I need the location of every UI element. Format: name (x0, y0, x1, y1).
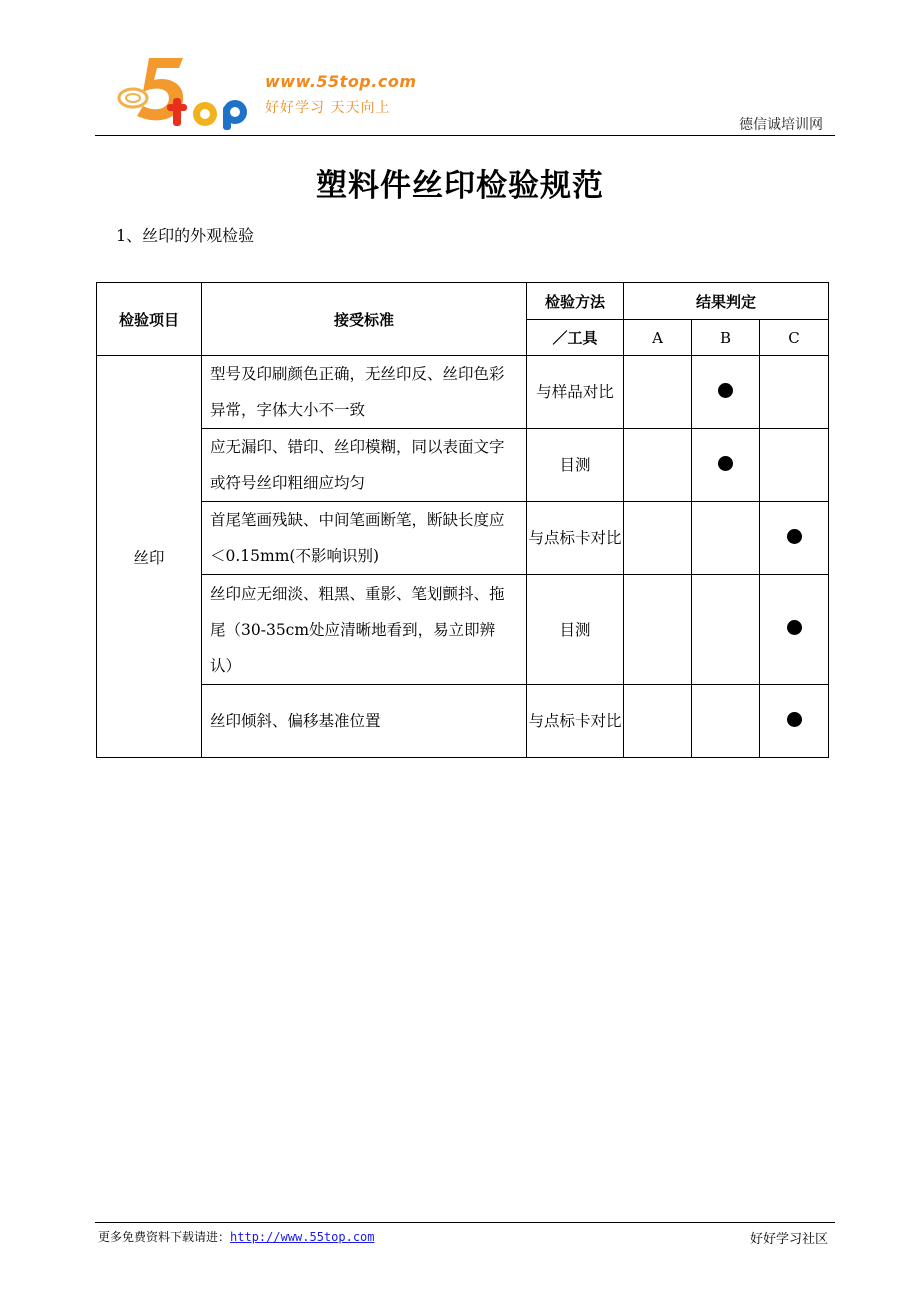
grade-mark-icon (787, 529, 802, 544)
standard-cell: 首尾笔画残缺、中间笔画断笔，断缺长度应＜0.15mm(不影响识别) (202, 502, 527, 575)
method-cell: 与样品对比 (527, 356, 624, 429)
grade-b-cell (692, 685, 760, 758)
grade-c-cell (760, 429, 829, 502)
grade-mark-icon (718, 383, 733, 398)
item-name-cell: 丝印 (97, 356, 202, 758)
footer-community: 好好学习社区 (749, 1232, 828, 1247)
grade-c-cell (760, 356, 829, 429)
method-cell: 目测 (527, 575, 624, 685)
header-standard: 接受标准 (202, 283, 527, 356)
standard-cell: 型号及印刷颜色正确，无丝印反、丝印色彩异常，字体大小不一致 (202, 356, 527, 429)
table-row (97, 575, 829, 685)
grade-mark-icon (787, 620, 802, 635)
footer-link[interactable]: http://www.55top.com (230, 1230, 375, 1244)
grade-c-cell (760, 685, 829, 758)
grade-a-cell (624, 685, 692, 758)
standard-cell: 丝印应无细淡、粗黑、重影、笔划颤抖、拖尾（30-35cm处应清晰地看到，易立即辨认） (202, 575, 527, 685)
footer-divider (95, 1222, 835, 1223)
table-row (97, 685, 829, 758)
page-header (95, 40, 835, 136)
grade-c-cell (760, 575, 829, 685)
grade-a-cell (624, 502, 692, 575)
grade-b-cell (692, 502, 760, 575)
grade-mark-icon (787, 712, 802, 727)
footer-prefix: 更多免费资料下载请进： (98, 1230, 231, 1244)
header-site-name: 德信诚培训网 (739, 117, 823, 133)
inspection-table (96, 282, 829, 758)
standard-cell: 应无漏印、错印、丝印模糊，同以表面文字或符号丝印粗细应均匀 (202, 429, 527, 502)
grade-c-cell (760, 502, 829, 575)
table-header-row (97, 283, 829, 320)
grade-a-cell (624, 575, 692, 685)
table-row (97, 356, 829, 429)
header-divider (95, 135, 835, 136)
table-row (97, 429, 829, 502)
header-grade-a: A (624, 320, 692, 356)
section-heading: 1、丝印的外观检验 (116, 226, 255, 245)
grade-b-cell (692, 575, 760, 685)
header-grade-b: B (692, 320, 760, 356)
logo-slogan: 好好学习 天天向上 (265, 100, 391, 116)
footer-download-note (98, 1228, 375, 1245)
grade-b-cell (692, 356, 760, 429)
grade-b-cell (692, 429, 760, 502)
header-method-line2: ／工具 (527, 320, 624, 356)
header-item: 检验项目 (97, 283, 202, 356)
table-row (97, 502, 829, 575)
page-title: 塑料件丝印检验规范 (316, 168, 604, 204)
header-grade-c: C (760, 320, 829, 356)
site-logo[interactable] (107, 50, 417, 130)
logo-url-text: www.55top.com (265, 72, 417, 91)
grade-a-cell (624, 356, 692, 429)
header-result: 结果判定 (624, 283, 829, 320)
grade-a-cell (624, 429, 692, 502)
method-cell: 与点标卡对比 (527, 502, 624, 575)
method-cell: 与点标卡对比 (527, 685, 624, 758)
header-method-line1: 检验方法 (527, 283, 624, 320)
grade-mark-icon (718, 456, 733, 471)
standard-cell: 丝印倾斜、偏移基准位置 (202, 685, 527, 758)
method-cell: 目测 (527, 429, 624, 502)
logo-graphic-icon (107, 50, 267, 130)
